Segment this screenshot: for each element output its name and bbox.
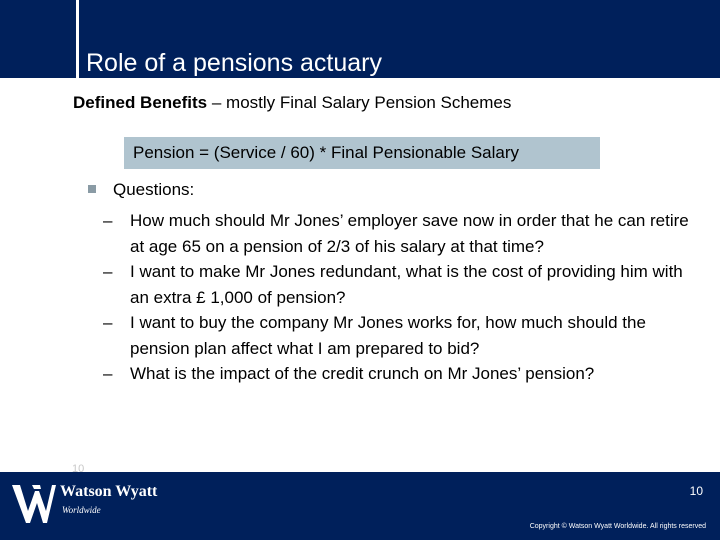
- dash-bullet: –: [103, 364, 113, 383]
- ghost-page-number: 10: [72, 463, 85, 475]
- square-bullet-icon: [88, 185, 96, 193]
- formula-text: Pension = (Service / 60) * Final Pensionable Salary: [133, 143, 520, 162]
- brand-subtitle: Worldwide: [62, 505, 101, 515]
- watson-wyatt-logo-icon: [10, 481, 56, 527]
- list-item: [103, 361, 693, 387]
- question-text: I want to buy the company Mr Jones works for, how much should the pension plan affect what I am prepared to bid?: [130, 313, 646, 358]
- subtitle: [73, 93, 511, 113]
- dash-bullet: –: [103, 211, 113, 230]
- page-number: 10: [689, 484, 703, 498]
- list-item: [103, 310, 693, 361]
- title-bar: [0, 0, 720, 78]
- questions-label: Questions:: [113, 180, 195, 199]
- slide-title: Role of a pensions actuary: [86, 49, 383, 77]
- list-item: [103, 208, 693, 259]
- dash-bullet: –: [103, 313, 113, 332]
- questions-list: [103, 208, 693, 387]
- copyright-text: Copyright © Watson Wyatt Worldwide. All rights reserved: [529, 523, 706, 530]
- subtitle-bold: Defined Benefits: [73, 93, 208, 112]
- dash-bullet: –: [103, 262, 113, 281]
- list-item: [103, 259, 693, 310]
- footer-bar: [0, 463, 720, 540]
- formula-box: [124, 137, 600, 169]
- question-text: How much should Mr Jones’ employer save now in order that he can retire at age 65 on a pension of 2/3 of his salary at that time?: [130, 211, 689, 256]
- question-text: I want to make Mr Jones redundant, what is the cost of providing him with an extra £ 1,000 of pension?: [130, 262, 683, 307]
- subtitle-rest: – mostly Final Salary Pension Schemes: [207, 93, 512, 112]
- brand-name: Watson Wyatt: [60, 483, 158, 500]
- title-divider: [76, 0, 79, 78]
- question-text: What is the impact of the credit crunch on Mr Jones’ pension?: [130, 364, 595, 383]
